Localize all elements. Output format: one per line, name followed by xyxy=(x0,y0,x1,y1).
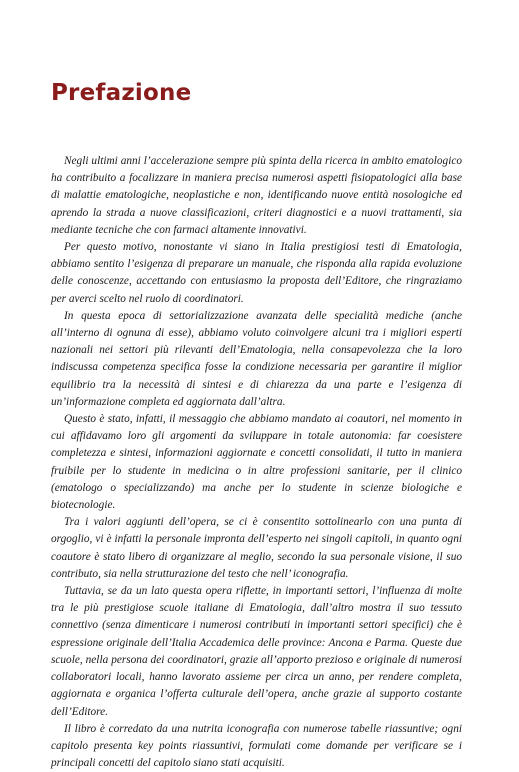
preface-body xyxy=(51,153,462,772)
page-title: Prefazione xyxy=(51,80,192,106)
paragraph-4: Questo è stato, infatti, il messaggio che abbiamo mandato ai coautori, nel momento in cui affidavamo loro gli argomenti da sviluppare in totale autonomia: far coesistere completezza e sintesi, informazioni aggiornate e concetti consolidati, il tutto in maniera fruibile per lo studente in medicina o in altre professioni sanitarie, per il clinico (ematologo o specializzando) ma anche per lo studente in scienze biologiche e biotecnologie. xyxy=(51,413,462,512)
paragraph-5: Tra i valori aggiunti dell’opera, se ci è consentito sottolinearlo con una punta di orgoglio, vi è infatti la personale impronta dell’esperto nei singoli capitoli, in quanto ogni coautore è stato libero di organizzare al meglio, secondo la sua personale visione, il suo contributo, sia nella strutturazione del testo che nell’ iconografia. xyxy=(51,516,462,580)
paragraph-6: Tuttavia, se da un lato questa opera riflette, in importanti settori, l’influenza di molte tra le più prestigiose scuole italiane di Ematologia, dall’altro mostra il suo tessuto connettivo (senza dimenticare i numerosi contributi in importanti settori specifici) che è espressione originale dell’Italia Accademica delle province: Ancona e Parma. Queste due scuole, nella persona dei coordinatori, grazie all’apporto prezioso e originale di numerosi collaboratori locali, hanno lavorato assieme per circa un anno, per rendere completa, aggiornata e organica l’offerta culturale dell’opera, anche grazie al supporto costante dell’Editore. xyxy=(51,585,462,718)
paragraph-7: Il libro è corredato da una nutrita iconografia con numerose tabelle riassuntive; ogni capitolo presenta key points riassuntivi, formulati come domande per verificare se i principali concetti del capitolo siano stati acquisiti. xyxy=(51,722,462,770)
paragraph-1: Negli ultimi anni l’accelerazione sempre più spinta della ricerca in ambito ematologico ha contribuito a focalizzare in maniera precisa numerosi aspetti fisiopatologici alla base di malattie ematologiche, neoplastiche e non, identificando nuove entità nosologiche ed aprendo la strada a nuove classificazioni, criteri diagnostici e a nuovi trattamenti, sia mediante tecniche che con farmaci altamente innovativi. xyxy=(51,155,462,236)
paragraph-2: Per questo motivo, nonostante vi siano in Italia prestigiosi testi di Ematologia, abbiamo sentito l’esigenza di preparare un manuale, che risponda alla rapida evoluzione delle conoscenze, accettando con entusiasmo la proposta dell’Editore, che ringraziamo per averci scelto nel ruolo di coordinatori. xyxy=(51,241,462,305)
paragraph-3: In questa epoca di settorializzazione avanzata delle specialità mediche (anche all’interno di ognuna di esse), abbiamo voluto coinvolgere alcuni tra i migliori esperti nazionali nei settori più rilevanti dell’Ematologia, nella consapevolezza che la loro indiscussa competenza specifica fosse la condizione necessaria per garantire il miglior equilibrio tra la necessità di sintesi e di chiarezza da una parte e l’esigenza di un’informazione completa ed aggiornata dall’altra. xyxy=(51,309,462,408)
